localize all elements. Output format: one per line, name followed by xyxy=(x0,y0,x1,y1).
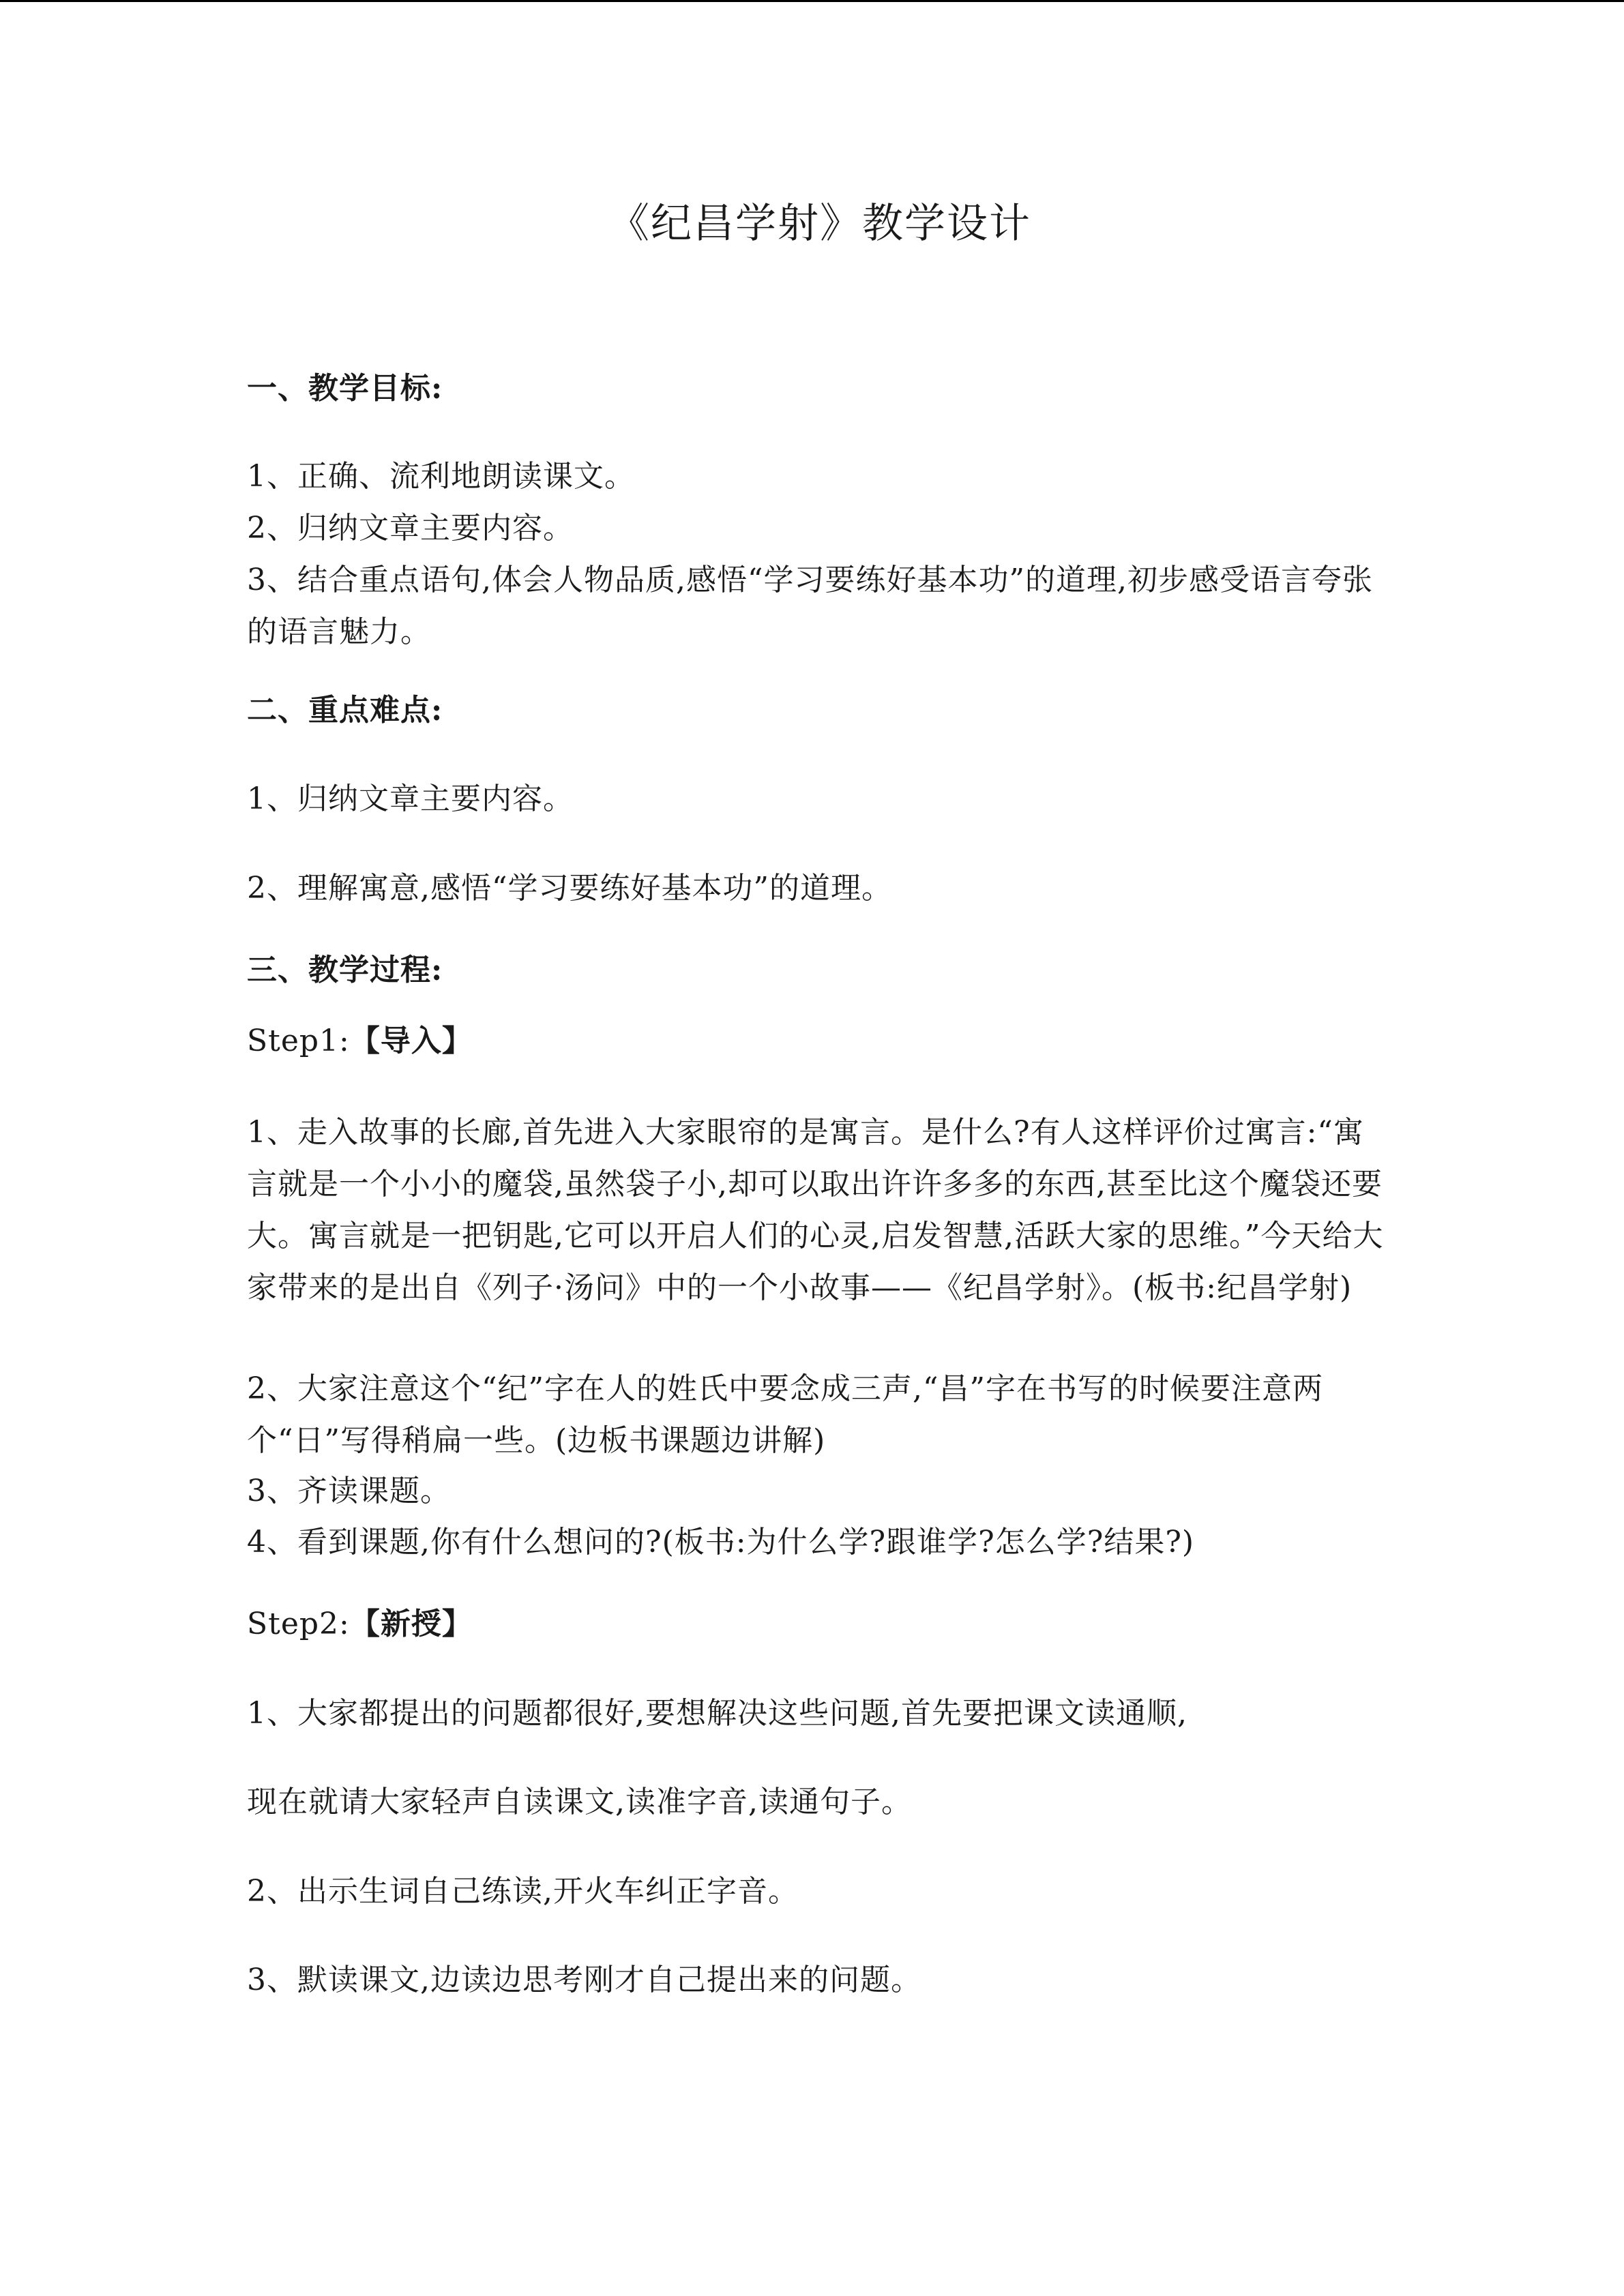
section-heading-key-points: 二、重点难点: xyxy=(247,693,443,728)
step2-item-2: 2、出示生词自己练读,开火车纠正字音。 xyxy=(247,1874,799,1909)
step1-item-2: 2、大家注意这个“纪”字在人的姓氏中要念成三声,“昌”字在书写的时候要注意两个“日”写得稍扁一些。(边板书课题边讲解) xyxy=(247,1371,1323,1458)
step1-heading xyxy=(247,1015,473,1067)
key-point-item-1: 1、归纳文章主要内容。 xyxy=(247,781,574,816)
step2-heading xyxy=(247,1598,473,1650)
section-heading-process: 三、教学过程: xyxy=(247,953,443,987)
objective-item-3: 3、结合重点语句,体会人物品质,感悟“学习要练好基本功”的道理,初步感受语言夸张的语言魅力。 xyxy=(247,563,1373,649)
step1-item-4: 4、看到课题,你有什么想问的?(板书:为什么学?跟谁学?怎么学?结果?) xyxy=(247,1525,1195,1560)
top-border-line xyxy=(0,0,1624,2)
step1-item-1: 1、走入故事的长廊,首先进入大家眼帘的是寓言。是什么?有人这样评价过寓言:“寓言就是一个小小的魔袋,虽然袋子小,却可以取出许许多多的东西,甚至比这个魔袋还要大。寓言就是一把钥匙,它可以开启人们的心灵,启发智慧,活跃大家的思维。”今天给大家带来的是出自《列子·汤问》中的一个小故事——《纪昌学射》。(板书:纪昌学射) xyxy=(247,1115,1384,1305)
key-point-item-2: 2、理解寓意,感悟“学习要练好基本功”的道理。 xyxy=(247,871,892,906)
step1-item-3: 3、齐读课题。 xyxy=(247,1474,451,1508)
step2-item-1: 1、大家都提出的问题都很好,要想解决这些问题,首先要把课文读通顺, xyxy=(247,1696,1187,1731)
objective-item-2: 2、归纳文章主要内容。 xyxy=(247,511,574,546)
step2-item-3: 3、默读课文,边读边思考刚才自己提出来的问题。 xyxy=(247,1963,921,1997)
step2-item-1-continued: 现在就请大家轻声自读课文,读准字音,读通句子。 xyxy=(247,1785,912,1819)
step1-label: 【导入】 xyxy=(349,1024,473,1058)
document-title: 《纪昌学射》教学设计 xyxy=(608,200,1031,248)
step1-prefix: Step1: xyxy=(247,1024,350,1058)
step2-label: 【新授】 xyxy=(349,1607,473,1641)
objective-item-1: 1、正确、流利地朗读课文。 xyxy=(247,459,635,494)
section-heading-objectives: 一、教学目标: xyxy=(247,371,443,406)
step2-prefix: Step2: xyxy=(247,1607,350,1641)
